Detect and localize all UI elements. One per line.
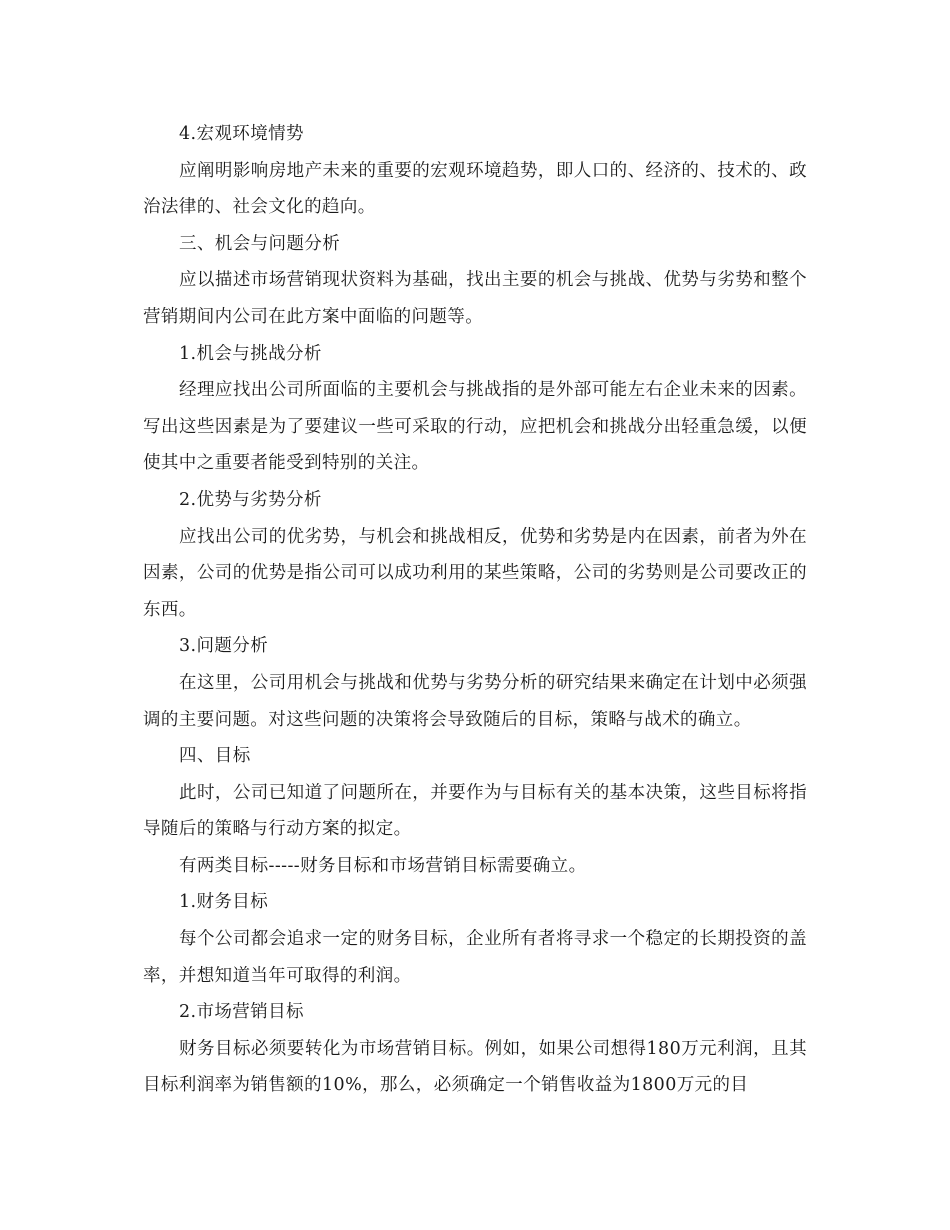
section-heading-opportunity-problem-analysis: 三、机会与问题分析	[179, 233, 341, 254]
subheading-macro-environment: 4.宏观环境情势	[179, 124, 304, 144]
section-heading-objectives: 四、目标	[179, 746, 251, 767]
paragraph-problem-analysis: 在这里，公司用机会与挑战和优势与劣势分析的研究结果来确定在计划中必须强调的主要问题。对这些问题的决策将会导致随后的目标，策略与战术的确立。	[143, 672, 807, 730]
paragraph-macro-environment: 应阐明影响房地产未来的重要的宏观环境趋势，即人口的、经济的、技术的、政治法律的、社会文化的趋向。	[143, 160, 807, 218]
paragraph-opportunity-problem-analysis: 应以描述市场营销现状资料为基础，找出主要的机会与挑战、优势与劣势和整个营销期间内公司在此方案中面临的问题等。	[143, 270, 807, 327]
subheading-opportunity-challenge: 1.机会与挑战分析	[179, 343, 322, 364]
paragraph-objectives: 此时，公司已知道了问题所在，并要作为与目标有关的基本决策，这些目标将指导随后的策略与行动方案的拟定。	[143, 782, 807, 840]
subheading-marketing-objectives: 2.市场营销目标	[179, 1002, 304, 1023]
document-body	[143, 116, 807, 1104]
subheading-strength-weakness: 2.优势与劣势分析	[179, 489, 322, 510]
paragraph-opportunity-challenge: 经理应找出公司所面临的主要机会与挑战指的是外部可能左右企业未来的因素。写出这些因素是为了要建议一些可采取的行动，应把机会和挑战分出轻重急缓，以便使其中之重要者能受到特别的关注。	[143, 380, 807, 474]
paragraph-two-objective-types: 有两类目标-----财务目标和市场营销目标需要确立。	[179, 855, 587, 876]
paragraph-financial-objectives: 每个公司都会追求一定的财务目标，企业所有者将寻求一个稳定的长期投资的盖率，并想知道当年可取得的利润。	[143, 929, 807, 986]
subheading-financial-objectives: 1.财务目标	[179, 892, 269, 913]
subheading-problem-analysis: 3.问题分析	[179, 636, 269, 657]
paragraph-marketing-objectives: 财务目标必须要转化为市场营销目标。例如，如果公司想得180万元利润，且其目标利润率为销售额的10%，那么，必须确定一个销售收益为1800万元的目	[143, 1038, 807, 1096]
paragraph-strength-weakness: 应找出公司的优劣势，与机会和挑战相反，优势和劣势是内在因素，前者为外在因素，公司的优势是指公司可以成功利用的某些策略，公司的劣势则是公司要改正的东西。	[143, 526, 807, 620]
